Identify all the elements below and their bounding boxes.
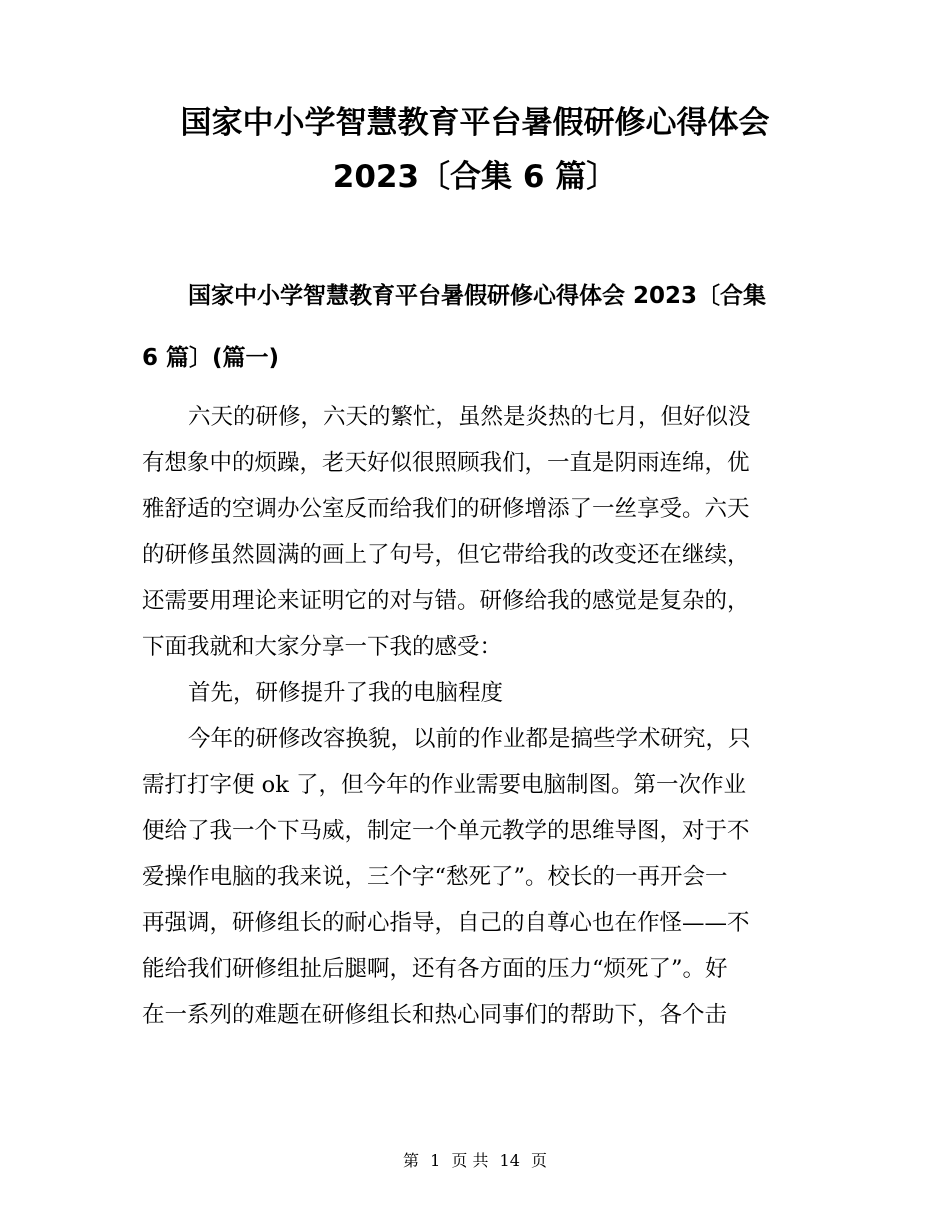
footer-page-middle: 页 共 xyxy=(451,1151,489,1170)
paragraph-1-line-5: 还需要用理论来证明它的对与错。研修给我的感觉是复杂的， xyxy=(142,588,750,614)
paragraph-2-line-6: 能给我们研修组扯后腿啊，还有各方面的压力“烦死了”。好 xyxy=(142,956,728,982)
section-heading-line-2: 6 篇〕(篇一) xyxy=(142,345,280,371)
footer-total-pages: 14 xyxy=(499,1151,520,1170)
footer-page-number: 1 xyxy=(430,1151,441,1170)
document-title-line-2: 2023〔合集 6 篇〕 xyxy=(332,159,618,195)
paragraph-2-line-7: 在一系列的难题在研修组长和热心同事们的帮助下，各个击 xyxy=(142,1002,728,1028)
paragraph-1-line-1: 六天的研修，六天的繁忙，虽然是炎热的七月，但好似没 xyxy=(188,404,751,430)
paragraph-1-line-3: 雅舒适的空调办公室反而给我们的研修增添了一丝享受。六天 xyxy=(142,496,750,522)
footer-page-prefix: 第 xyxy=(402,1151,419,1170)
footer-page-suffix: 页 xyxy=(531,1151,548,1170)
paragraph-1-line-6: 下面我就和大家分享一下我的感受： xyxy=(142,634,503,660)
paragraph-2-line-2: 需打打字便 ok 了，但今年的作业需要电脑制图。第一次作业 xyxy=(142,772,746,798)
paragraph-2-line-1: 今年的研修改容换貌，以前的作业都是搞些学术研究，只 xyxy=(188,726,751,752)
section-heading-line-1: 国家中小学智慧教育平台暑假研修心得体会 2023〔合集 xyxy=(188,283,767,309)
paragraph-2-line-4: 爱操作电脑的我来说，三个字“愁死了”。校长的一再开会一 xyxy=(142,864,728,890)
paragraph-1-line-2: 有想象中的烦躁，老天好似很照顾我们，一直是阴雨连绵，优 xyxy=(142,450,750,476)
paragraph-1-line-4: 的研修虽然圆满的画上了句号，但它带给我的改变还在继续， xyxy=(142,542,750,568)
subheading-line: 首先，研修提升了我的电脑程度 xyxy=(188,680,504,706)
page-footer xyxy=(0,1150,950,1172)
paragraph-2-line-5: 再强调，研修组长的耐心指导，自己的自尊心也在作怪——不 xyxy=(142,910,750,936)
document-title-line-1: 国家中小学智慧教育平台暑假研修心得体会 xyxy=(180,105,770,141)
paragraph-2-line-3: 便给了我一个下马威，制定一个单元教学的思维导图，对于不 xyxy=(142,818,750,844)
